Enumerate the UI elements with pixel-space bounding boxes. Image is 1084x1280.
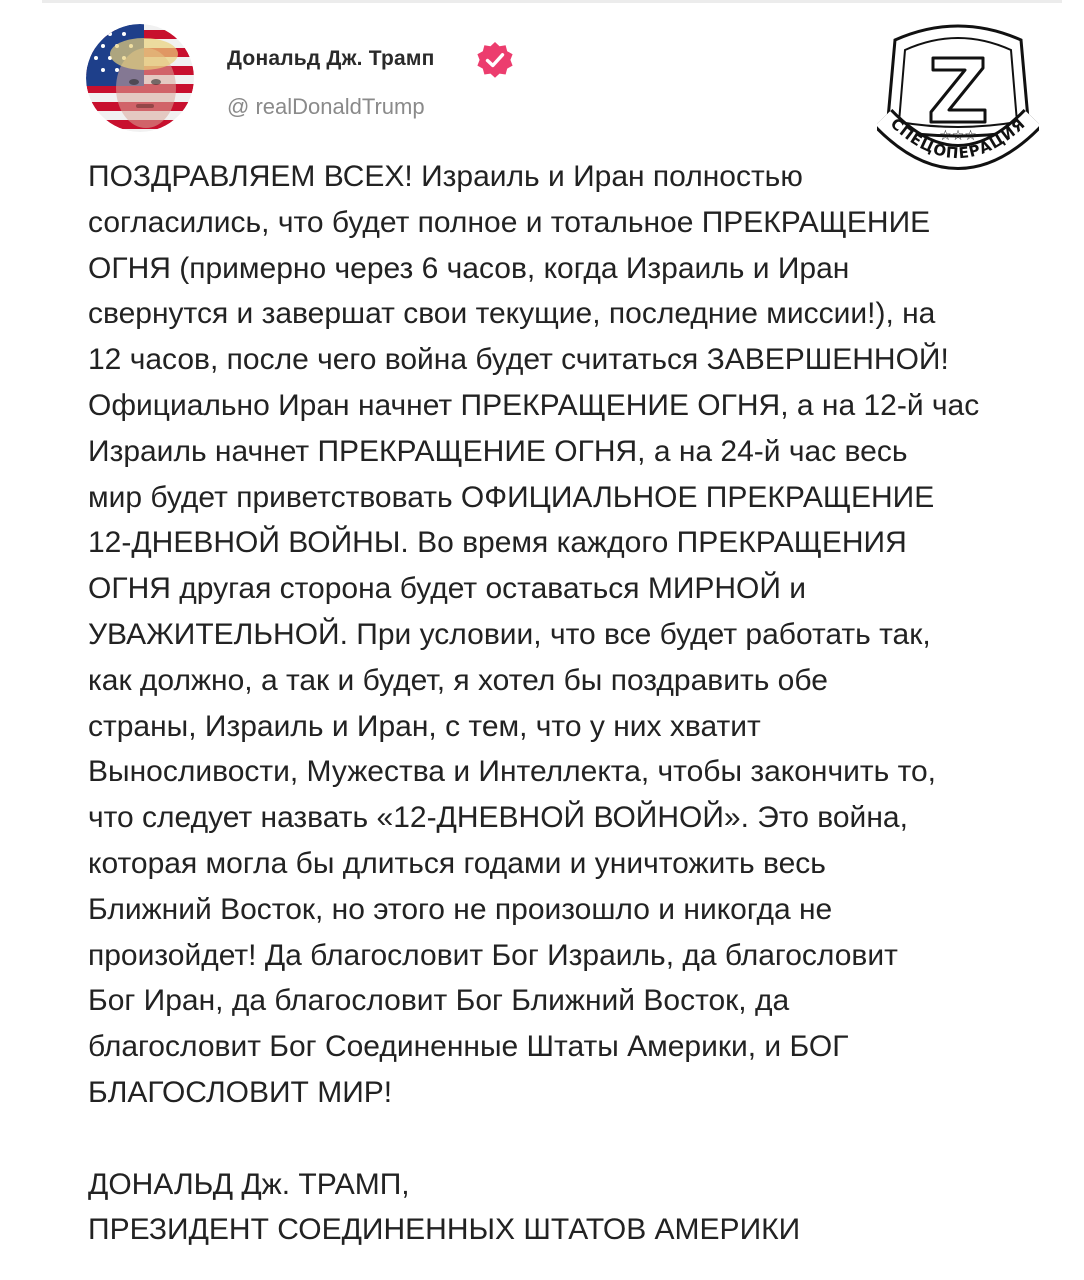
top-divider <box>42 0 1062 3</box>
badge-arc-text: СПЕЦОПЕРАЦИЯ <box>886 114 1030 163</box>
author-handle[interactable]: @ realDonaldTrump <box>227 94 425 119</box>
post-body-text: ПОЗДРАВЛЯЕМ ВСЕХ! Израиль и Иран полностью согласились, что будет полное и тотальное ПРЕКРАЩЕНИЕ ОГНЯ (примерно через 6 часов, когда Израиль и Иран свернутся и завершат свои текущие, последние миссии!), на 12 часов, после чего война будет считаться ЗАВЕРШЕННОЙ! Официально Иран начнет ПРЕКРАЩЕНИЕ ОГНЯ, а на 12-й час Израиль начнет ПРЕКРАЩЕНИЕ ОГНЯ, а на 24-й час весь мир будет приветствовать ОФИЦИАЛЬНОЕ ПРЕКРАЩЕНИЕ 12-ДНЕВНОЙ ВОЙНЫ. Во время каждого ПРЕКРАЩЕНИЯ ОГНЯ другая сторона будет оставаться МИРНОЙ и УВАЖИТЕЛЬНОЙ. При условии, что все будет работать так, как должно, а так и будет, я хотел бы поздравить обе страны, Израиль и Иран, с тем, что у них хватит Выносливости, Мужества и Интеллекта, чтобы закончить то, что следует назвать «12-ДНЕВНОЙ ВОЙНОЙ». Это война, которая могла бы длиться годами и уничтожить весь Ближний Восток, но этого не произошло и никогда не произойдет! Да благословит Бог Израиль, да благословит Бог Иран, да благословит Бог Ближний Восток, да благословит Бог Соединенные Штаты Америки, и БОГ БЛАГОСЛОВИТ МИР! ДОНАЛЬД Дж. ТРАМП, ПРЕЗИДЕНТ СОЕДИНЕННЫХ ШТАТОВ АМЕРИКИ <box>88 160 980 1247</box>
verified-badge-icon <box>474 40 516 82</box>
svg-text:☆☆☆: ☆☆☆ <box>939 128 977 144</box>
avatar-image <box>86 24 194 132</box>
author-display-name[interactable]: Дональд Дж. Трамп <box>227 47 435 70</box>
avatar[interactable] <box>86 24 194 132</box>
